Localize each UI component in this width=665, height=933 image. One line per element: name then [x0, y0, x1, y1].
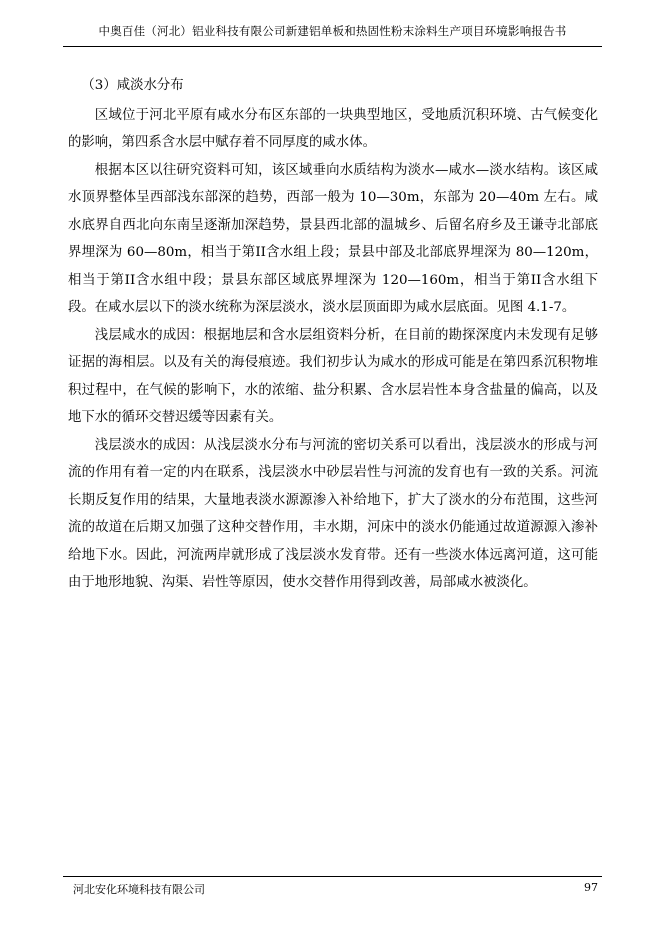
footer-divider [63, 876, 602, 877]
paragraph: 浅层咸水的成因：根据地层和含水层组资料分析，在目前的勘探深度内未发现有足够证据的海相层。以及有关的海侵痕迹。我们初步认为咸水的形成可能是在第四系沉积物堆积过程中，在气候的影响下，水的浓缩、盐分积累、含水层岩性本身含盐量的偏高，以及地下水的循环交替迟缓等因素有关。 [68, 327, 598, 425]
paragraph: 区域位于河北平原有咸水分布区东部的一块典型地区，受地质沉积环境、古气候变化的影响，第四系含水层中赋存着不同厚度的咸水体。 [68, 107, 598, 150]
paragraph: 根据本区以往研究资料可知，该区域垂向水质结构为淡水—咸水—淡水结构。该区咸水顶界整体呈西部浅东部深的趋势，西部一般为 10—30m，东部为 20—40m 左右。咸水底界自西北向东南呈逐渐加深趋势，景县西北部的温城乡、后留名府乡及王谦寺北部底界埋深为 60—80m，相当于第II含水组上段；景县中部及北部底界埋深为 80—120m，相当于第II含水组中段；景县东部区域底界埋深为 120—160m，相当于第II含水组下段。在咸水层以下的淡水统称为深层淡水，淡水层顶面即为咸水层底面。见图 4.1-7。 [68, 162, 598, 315]
page-footer [63, 881, 602, 901]
page-header: 中奥百佳（河北）铝业科技有限公司新建铝单板和热固性粉末涂料生产项目环境影响报告书 [98, 24, 567, 38]
footer-company: 河北安化环境科技有限公司 [73, 883, 205, 896]
paragraph: 浅层淡水的成因：从浅层淡水分布与河流的密切关系可以看出，浅层淡水的形成与河流的作用有着一定的内在联系，浅层淡水中砂层岩性与河流的发育也有一致的关系。河流长期反复作用的结果，大量地表淡水源源渗入补给地下，扩大了淡水的分布范围，这些河流的故道在后期又加强了这种交替作用，丰水期，河床中的淡水仍能通过故道源源入渗补给地下水。因此，河流两岸就形成了浅层淡水发育带。还有一些淡水体远离河道，这可能由于地形地貌、沟渠、岩性等原因，使水交替作用得到改善，局部咸水被淡化。 [68, 437, 598, 590]
page-content [68, 72, 598, 597]
header-divider [63, 46, 602, 47]
page-number: 97 [584, 881, 598, 894]
section-heading: （3）咸淡水分布 [81, 78, 184, 93]
